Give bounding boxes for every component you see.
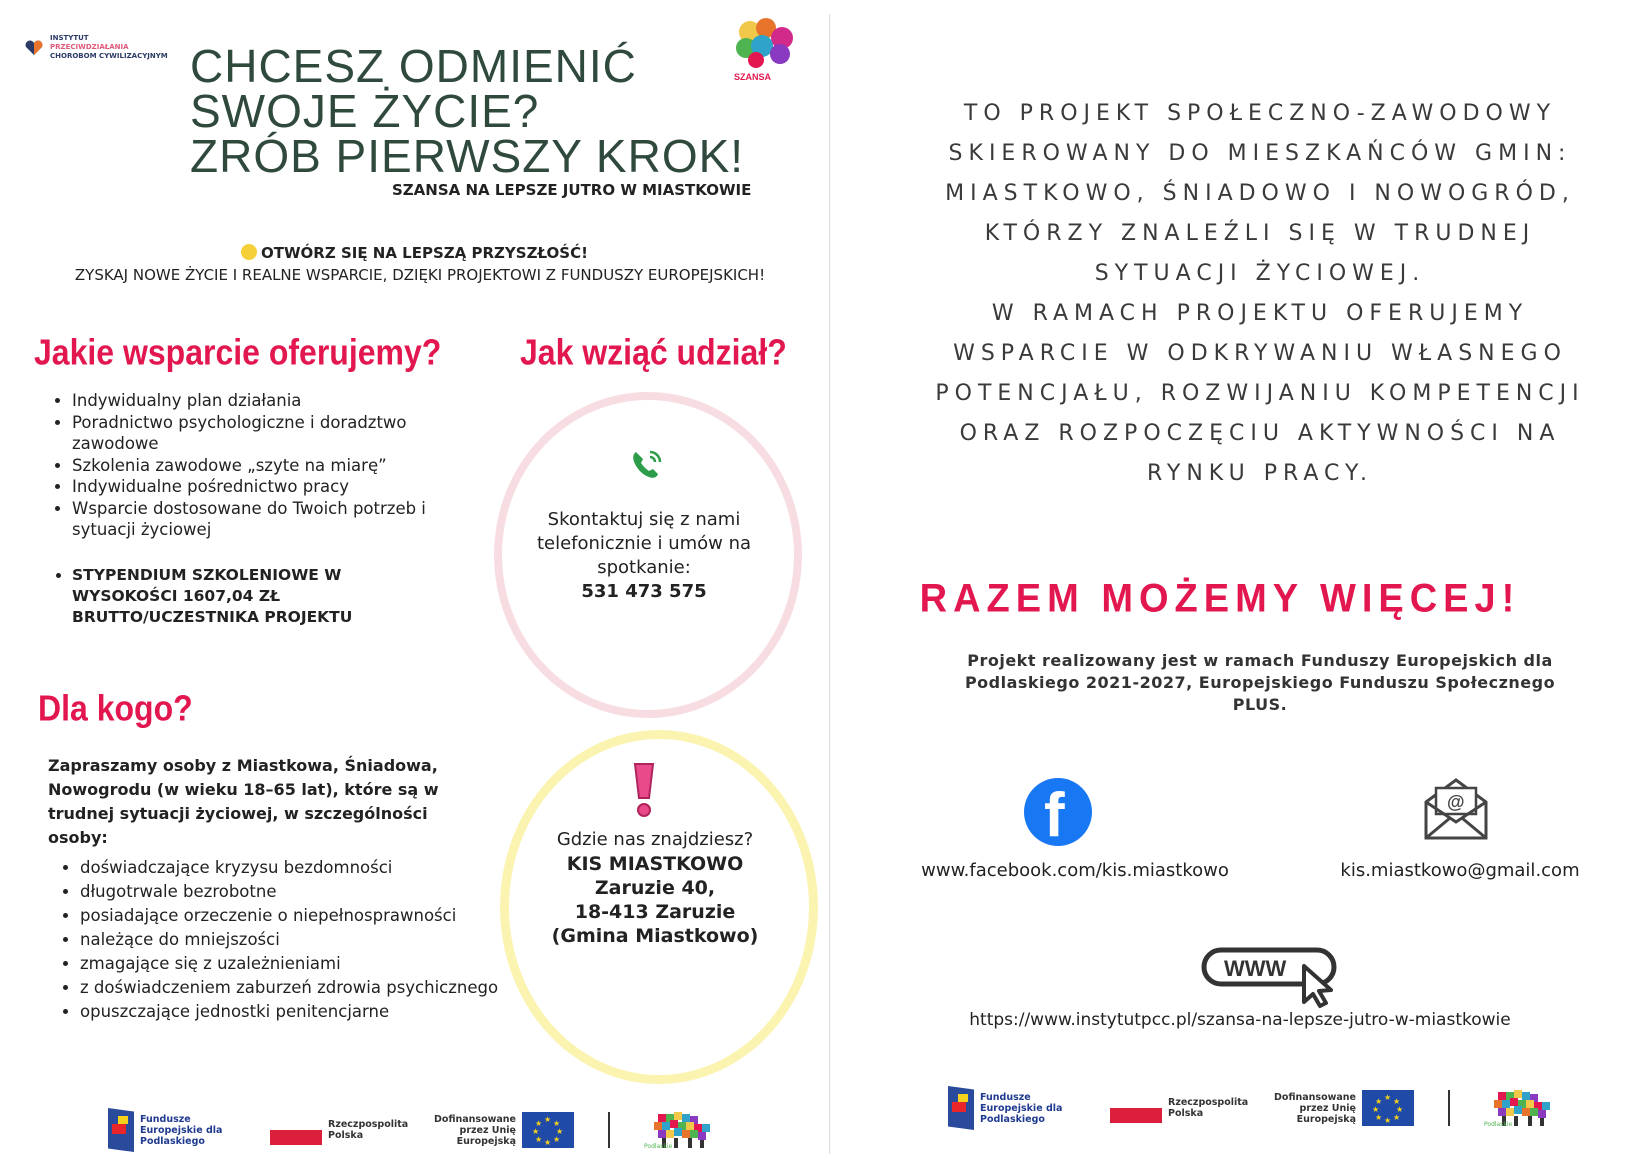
- list-item: • doświadczające kryzysu bezdomności: [80, 856, 510, 880]
- list-item: • Indywidualne pośrednictwo pracy: [72, 476, 452, 498]
- left-footer-logos: [108, 1108, 720, 1152]
- www-cursor-icon: [1200, 944, 1348, 1010]
- stipend-item: • STYPENDIUM SZKOLENIOWE W WYSOKOŚCI 1607,04 ZŁ BRUTTO/UCZESTNIKA PROJEKTU: [72, 565, 402, 628]
- email-icon[interactable]: [1422, 776, 1490, 842]
- eu-flag-icon: ★ ★ ★ ★ ★ ★ ★ ★: [1362, 1090, 1414, 1126]
- join-heading: Jak wziąć udział?: [520, 332, 787, 373]
- eu-flag-icon: ★ ★ ★ ★ ★ ★ ★ ★: [522, 1112, 574, 1148]
- project-subtitle: SZANSA NA LEPSZE JUTRO W MIASTKOWIE: [392, 181, 752, 199]
- location-street: Zaruzie 40,: [594, 877, 716, 899]
- support-list: [46, 390, 452, 541]
- list-item: • zmagające się z uzależnieniami: [80, 952, 510, 976]
- poland-flag-icon: [1110, 1093, 1162, 1123]
- list-item: • długotrwale bezrobotne: [80, 880, 510, 904]
- page-headline: CHCESZ ODMIENIĆ SWOJE ŻYCIE? ZRÓB PIERWSZY KROK!: [190, 40, 745, 182]
- phone-icon: [628, 446, 666, 484]
- svg-text:Podlaskie: Podlaskie: [644, 1143, 673, 1150]
- svg-text:WWW: WWW: [1224, 956, 1287, 981]
- list-item: • opuszczające jednostki penitencjarne: [80, 1000, 510, 1024]
- footer-separator: [1448, 1090, 1450, 1126]
- svg-text:@: @: [1447, 792, 1465, 812]
- project-description: TO PROJEKT SPOŁECZNO-ZAWODOWY SKIEROWANY DO MIESZKAŃCÓW GMIN: MIASTKOWO, ŚNIADOWO I NOWOGRÓD, KTÓRZY ZNALEŹLI SIĘ W TRUDNEJ SYTUACJI ŻYCIOWEJ. W RAMACH PROJEKTU OFERUJEMY WSPARCIE W ODKRYWANIU WŁASNEGO POTENCJAŁU, ROZWIJANIU KOMPETENCJI ORAZ ROZPOCZĘCIU AKTYWNOŚCI NA RYNKU PRACY.: [935, 101, 1585, 486]
- bison-logo-icon: [1484, 1088, 1560, 1128]
- website-link[interactable]: https://www.instytutpcc.pl/szansa-na-lepsze-jutro-w-miastkowie: [969, 1010, 1511, 1030]
- fe-logo-icon: [948, 1086, 974, 1130]
- where-question: Gdzie nas znajdziesz?: [556, 829, 754, 850]
- contact-text: Skontaktuj się z nami telefonicznie i umów na spotkanie:: [536, 509, 752, 578]
- fe-logo-text: Fundusze Europejskie dla Podlaskiego: [980, 1091, 1063, 1125]
- target-groups-list: [54, 856, 510, 1024]
- eu-logo-text: Dofinansowane przez Unię Europejską: [1274, 1091, 1356, 1125]
- invite-text: Zapraszamy osoby z Miastkowa, Śniadowa, Nowogrodu (w wieku 18–65 lat), które są w trudnej sytuacji życiowej, w szczególności osoby:: [48, 756, 439, 847]
- location-info: [520, 828, 790, 948]
- list-item: • Indywidualny plan działania: [72, 390, 452, 412]
- list-item: • Wsparcie dostosowane do Twoich potrzeb i sytuacji życiowej: [72, 498, 452, 541]
- support-heading: Jakie wsparcie oferujemy?: [34, 332, 442, 373]
- facebook-link[interactable]: www.facebook.com/kis.miastkowo: [921, 860, 1229, 881]
- location-name: KIS MIASTKOWO: [566, 853, 744, 875]
- poland-flag-icon: [270, 1115, 322, 1145]
- gain-support-line: ZYSKAJ NOWE ŻYCIE I REALNE WSPARCIE, DZIĘKI PROJEKTOWI Z FUNDUSZY EUROPEJSKICH!: [74, 266, 766, 284]
- location-city: 18-413 Zaruzie: [574, 901, 736, 923]
- list-item: • posiadające orzeczenie o niepełnosprawności: [80, 904, 510, 928]
- poland-logo-text: Rzeczpospolita Polska: [1168, 1097, 1249, 1119]
- eu-logo-text: Dofinansowane przez Unię Europejską: [434, 1113, 516, 1147]
- list-item: • z doświadczeniem zaburzeń zdrowia psychicznego: [80, 976, 510, 1000]
- bison-logo-icon: [644, 1110, 720, 1150]
- phone-number[interactable]: 531 473 575: [581, 581, 707, 602]
- email-link[interactable]: kis.miastkowo@gmail.com: [1340, 860, 1580, 881]
- page-divider: [829, 14, 830, 1154]
- stipend-list: [46, 565, 402, 628]
- location-gmina: (Gmina Miastkowo): [551, 925, 759, 947]
- list-item: • Poradnictwo psychologiczne i doradztwo zawodowe: [72, 412, 452, 455]
- poland-logo-text: Rzeczpospolita Polska: [328, 1119, 409, 1141]
- sun-icon: [241, 244, 257, 260]
- list-item: • należące do mniejszości: [80, 928, 510, 952]
- heart-logo-icon: [24, 40, 44, 56]
- facebook-icon[interactable]: f: [1024, 778, 1092, 846]
- open-future-line: OTWÓRZ SIĘ NA LEPSZĄ PRZYSZŁOŚĆ!: [0, 244, 829, 262]
- fe-logo-text: Fundusze Europejskie dla Podlaskiego: [140, 1113, 223, 1147]
- slogan: RAZEM MOŻEMY WIĘCEJ!: [919, 576, 1521, 622]
- footer-separator: [608, 1112, 610, 1148]
- who-heading: Dla kogo?: [38, 688, 193, 729]
- right-footer-logos: [948, 1086, 1560, 1130]
- contact-info: [510, 508, 778, 604]
- fe-logo-icon: [108, 1108, 134, 1152]
- list-item: • Szkolenia zawodowe „szyte na miarę”: [72, 455, 452, 477]
- svg-text:SZANSA: SZANSA: [734, 72, 772, 82]
- svg-text:Podlaskie: Podlaskie: [1484, 1121, 1513, 1128]
- funding-note: Projekt realizowany jest w ramach Funduszy Europejskich dla Podlaskiego 2021-2027, Europejskiego Funduszu Społecznego PLUS.: [964, 651, 1556, 714]
- institute-logo: INSTYTUT PRZECIWDZIAŁANIA CHOROBOM CYWILIZACYJNYM: [24, 34, 168, 61]
- exclamation-icon: [631, 762, 657, 818]
